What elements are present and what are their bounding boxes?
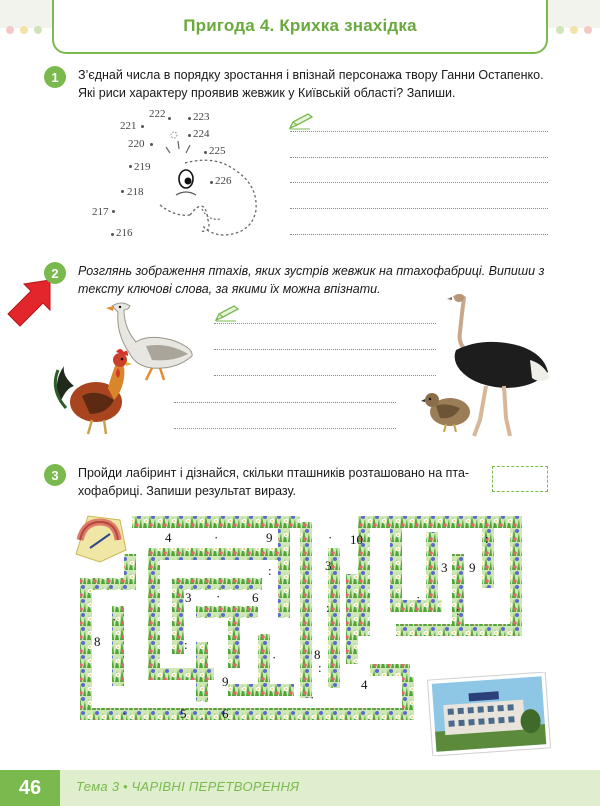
maze-number: 9 — [222, 674, 229, 689]
answer-line[interactable] — [214, 323, 436, 324]
dot-number: 224 — [193, 128, 210, 140]
answer-line[interactable] — [290, 234, 548, 235]
dot-point — [121, 190, 124, 193]
decor-dot — [556, 26, 564, 34]
dot-number: 222 — [149, 108, 166, 120]
maze-operator: · — [216, 589, 221, 604]
red-arrow-icon — [4, 276, 54, 330]
dot-number: 226 — [215, 175, 232, 187]
task-1-text: З’єднай числа в порядку зростання і впізнай персонажа твору Ганни Остапенко. Які риси характеру проявив жевжик у Київській області? Запиши. — [78, 68, 544, 100]
dot-number: 225 — [209, 145, 226, 157]
answer-line[interactable] — [214, 349, 436, 350]
quail-image — [420, 388, 476, 434]
answer-line[interactable] — [290, 208, 548, 209]
decor-dot — [6, 26, 14, 34]
maze-number: 3 — [441, 560, 448, 575]
maze-number: 8 — [94, 634, 101, 649]
maze-number: 9 — [266, 530, 273, 545]
maze-operator: · — [272, 650, 277, 665]
dot-number: 223 — [193, 111, 210, 123]
decor-dot — [34, 26, 42, 34]
dot-number: 218 — [127, 186, 144, 198]
dot-number: 216 — [116, 227, 133, 239]
dot-point — [112, 210, 115, 213]
maze-number: 5 — [180, 706, 187, 721]
maze-operator: : — [318, 660, 322, 675]
maze-operator: : — [456, 603, 460, 618]
decor-dot — [20, 26, 28, 34]
maze-operator: · — [122, 706, 127, 721]
goose-image — [106, 298, 198, 384]
answer-line[interactable] — [174, 402, 396, 403]
maze-operator: · — [328, 530, 333, 545]
answer-line[interactable] — [174, 428, 396, 429]
dot-number: 219 — [134, 161, 151, 173]
maze-number: 10 — [350, 532, 363, 547]
factory-photo — [426, 672, 552, 756]
title-box — [52, 0, 548, 54]
chick-character — [130, 125, 270, 240]
dot-point — [168, 117, 171, 120]
maze-operator: · — [200, 711, 205, 726]
task-3-text: Пройди лабіринт і дізнайся, скільки пташників розташовано на пта- хофабриці. Запиши результат виразу. — [78, 466, 470, 498]
pencil-icon — [288, 112, 314, 130]
decor-dot — [584, 26, 592, 34]
answer-box[interactable] — [492, 466, 548, 492]
page-number: 46 — [0, 770, 60, 806]
maze-operator: : — [326, 600, 330, 615]
answer-line[interactable] — [290, 131, 548, 132]
maze-number: 6 — [222, 706, 229, 721]
maze-operator: : — [184, 637, 188, 652]
dot-point — [111, 233, 114, 236]
maze-operator: · — [416, 590, 421, 605]
dot-number: 220 — [128, 138, 145, 150]
answer-line[interactable] — [290, 157, 548, 158]
maze-number: 9 — [469, 560, 476, 575]
maze-operator: : — [268, 563, 272, 578]
task-1-badge: 1 — [44, 66, 66, 88]
maze-number: 8 — [314, 647, 321, 662]
maze-number: 4 — [361, 677, 368, 692]
pencil-icon — [214, 304, 240, 322]
page-title: Пригода 4. Крихка знахідка — [183, 16, 417, 35]
dot-number: 221 — [120, 120, 137, 132]
maze-operator: · — [214, 530, 219, 545]
task-3-badge: 3 — [44, 464, 66, 486]
footer-theme — [76, 779, 299, 794]
footer-theme-label: Тема 3 — [76, 779, 120, 794]
dot-number: 217 — [92, 206, 109, 218]
maze-operator: · — [310, 690, 315, 705]
footer-bullet: • — [123, 779, 128, 794]
maze-operator: : — [485, 531, 489, 546]
footer-theme-title: ЧАРІВНІ ПЕРЕТВОРЕННЯ — [131, 779, 300, 794]
answer-line[interactable] — [290, 182, 548, 183]
task-2-badge: 2 — [44, 262, 66, 284]
maze-number: 3 — [325, 558, 332, 573]
maze-number: 6 — [252, 590, 259, 605]
maze-number: 3 — [185, 590, 192, 605]
dot-point — [188, 117, 191, 120]
decor-dot — [570, 26, 578, 34]
answer-line[interactable] — [214, 375, 436, 376]
maze-operator: · — [112, 612, 117, 627]
task-2-text: Розглянь зображення птахів, яких зустрів жевжик на птахофабриці. Випиши з тексту ключові слова, за якими їх можна впізнати. — [78, 264, 545, 296]
maze-number: 4 — [165, 530, 172, 545]
